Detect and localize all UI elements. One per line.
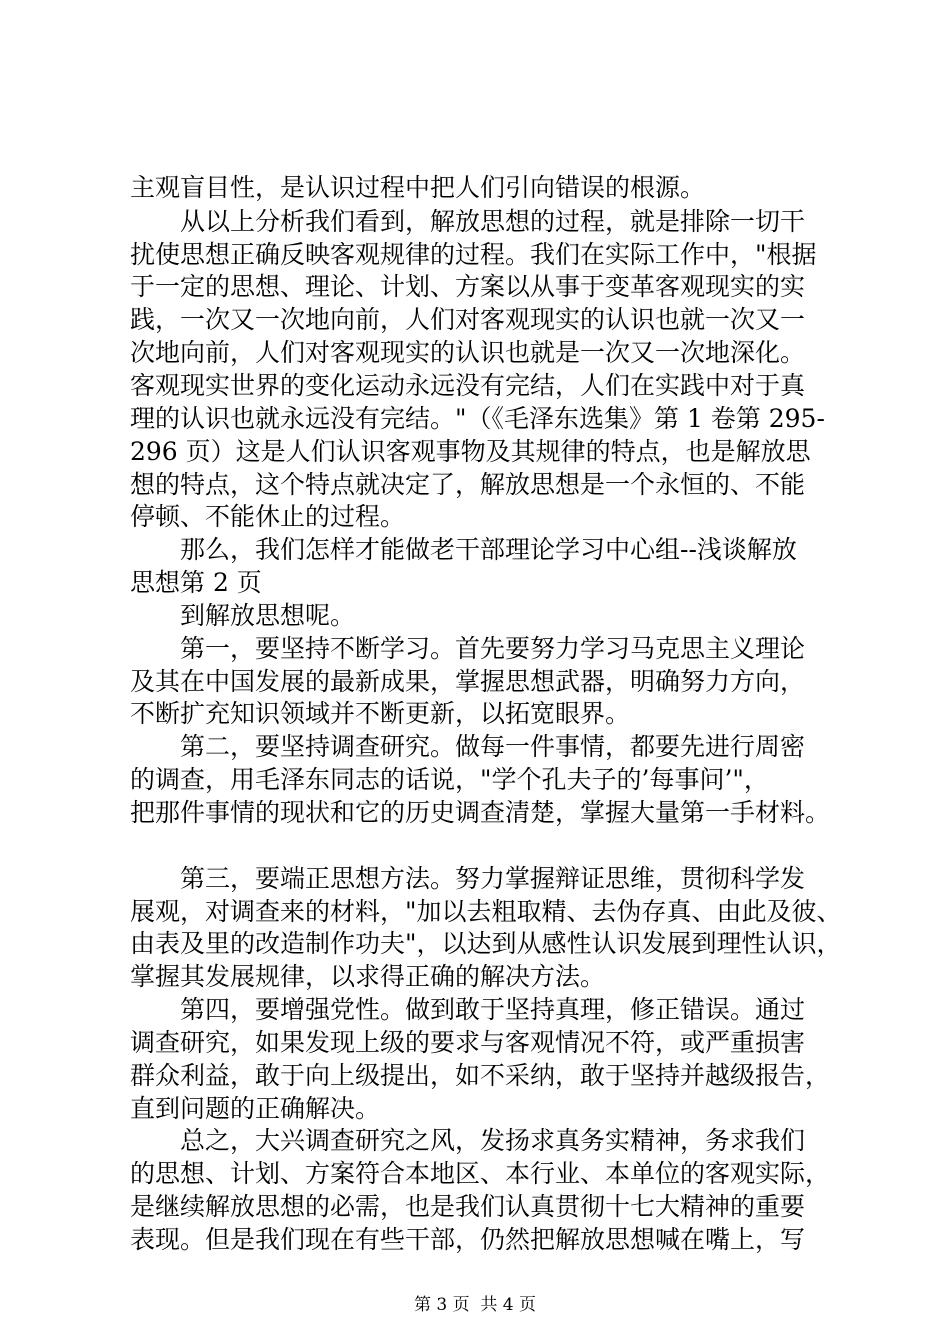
text-line: 由表及里的改造制作功夫"，以达到从感性认识发展到理性认识， (130, 929, 842, 958)
text-line: 于一定的思想、理论、计划、方案以从事于变革客观现实的实 (130, 272, 806, 301)
text-line: 主观盲目性，是认识过程中把人们引向错误的根源。 (130, 173, 706, 202)
text-line: 践，一次又一次地向前，人们对客观现实的认识也就一次又一 (130, 305, 806, 334)
page-footer: 第 3 页 共 4 页 (413, 1295, 537, 1315)
text-line: 及其在中国发展的最新成果，掌握思想武器，明确努力方向， (130, 667, 806, 696)
text-line: 那么，我们怎样才能做老干部理论学习中心组--浅谈解放 (130, 535, 797, 564)
text-line: 想的特点，这个特点就决定了，解放思想是一个永恒的、不能 (130, 470, 806, 499)
text-line: 直到问题的正确解决。 (130, 1094, 381, 1123)
text-line: 掌握其发展规律，以求得正确的解决方法。 (130, 962, 606, 991)
text-line: 展观，对调查来的材料，"加以去粗取精、去伪存真、由此及彼、 (130, 897, 842, 926)
text-line: 群众利益，敢于向上级提出，如不采纳，敢于坚持并越级报告， (130, 1061, 831, 1090)
text-line: 扰使思想正确反映客观规律的过程。我们在实际工作中，"根据 (130, 240, 817, 269)
text-line: 从以上分析我们看到，解放思想的过程，就是排除一切干 (130, 207, 806, 236)
text-line: 第三，要端正思想方法。努力掌握辩证思维，贯彻科学发 (130, 864, 806, 893)
text-line: 第四，要增强党性。做到敢于坚持真理，修正错误。通过 (130, 995, 806, 1024)
text-line: 不断扩充知识领域并不断更新，以拓宽眼界。 (130, 699, 631, 728)
text-line: 把那件事情的现状和它的历史调查清楚，掌握大量第一手材料。 (130, 798, 831, 827)
text-line: 到解放思想呢。 (130, 601, 356, 630)
text-line: 296 页）这是人们认识客观事物及其规律的特点，也是解放思 (130, 437, 811, 466)
text-line: 调查研究，如果发现上级的要求与客观情况不符，或严重损害 (130, 1028, 806, 1057)
text-line: 是继续解放思想的必需，也是我们认真贯彻十七大精神的重要 (130, 1192, 806, 1221)
text-line: 第二，要坚持调查研究。做每一件事情，都要先进行周密 (130, 732, 806, 761)
text-line: 第一，要坚持不断学习。首先要努力学习马克思主义理论 (130, 634, 806, 663)
text-line: 理的认识也就永远没有完结。"（《毛泽东选集》第 1 卷第 295- (130, 404, 825, 433)
text-line: 客观现实世界的变化运动永远没有完结，人们在实践中对于真 (130, 371, 806, 400)
text-line: 表现。但是我们现在有些干部，仍然把解放思想喊在嘴上，写 (130, 1225, 806, 1254)
text-line: 的思想、计划、方案符合本地区、本行业、本单位的客观实际， (130, 1159, 831, 1188)
text-line: 的调查，用毛泽东同志的话说，"学个孔夫子的’每事问’"， (130, 765, 769, 794)
text-line: 总之，大兴调查研究之风，发扬求真务实精神，务求我们 (130, 1126, 806, 1155)
text-line: 思想第 2 页 (130, 568, 262, 597)
text-line: 停顿、不能休止的过程。 (130, 502, 406, 531)
text-line: 次地向前，人们对客观现实的认识也就是一次又一次地深化。 (130, 338, 806, 367)
